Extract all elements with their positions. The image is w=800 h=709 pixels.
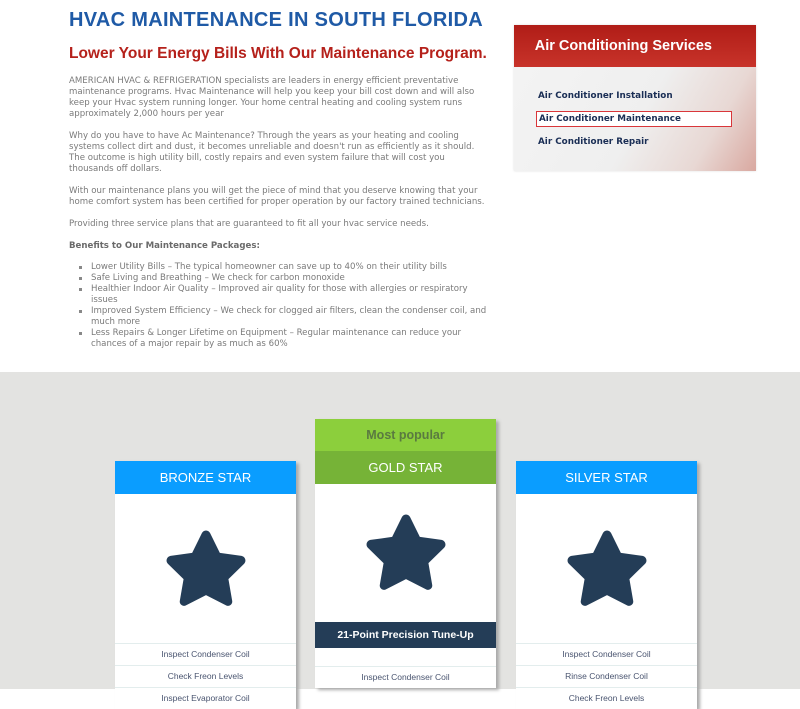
benefits-list <box>91 262 489 350</box>
benefit-item: Less Repairs & Longer Lifetime on Equipment – Regular maintenance can reduce your chances of a major repair by as much as 60% <box>91 328 489 350</box>
page-title: HVAC MAINTENANCE IN SOUTH FLORIDA <box>69 9 483 31</box>
paragraph: With our maintenance plans you will get the piece of mind that you deserve knowing that your home comfort system has been certified for proper operation by our factory trained technicians. <box>69 186 485 207</box>
benefits-heading: Benefits to Our Maintenance Packages: <box>69 241 260 251</box>
benefit-item: Healthier Indoor Air Quality – Improved air quality for those with allergies or respiratory issues <box>91 284 489 306</box>
plan-name: BRONZE STAR <box>115 461 296 494</box>
paragraph: Why do you have to have Ac Maintenance? Through the years as your heating and cooling systems collect dirt and dust, it becomes unreliable and doesn't run as efficiently as it should. The outcome is high utility bill, costly repairs and even system failure that will cost you thousands off dollars. <box>69 131 475 174</box>
plan-name: GOLD STAR <box>315 451 496 484</box>
paragraph: Providing three service plans that are guaranteed to fit all your hvac service needs. <box>69 219 429 229</box>
benefit-item: Improved System Efficiency – We check for clogged air filters, clean the condenser coil, and much more <box>91 306 489 328</box>
feature-row: Inspect Condenser Coil <box>315 666 496 688</box>
star-icon <box>516 494 697 643</box>
plan-tagline: 21-Point Precision Tune-Up <box>315 622 496 648</box>
feature-row: Rinse Condenser Coil <box>516 665 697 687</box>
plan-card-gold <box>315 419 496 688</box>
plan-card-bronze <box>115 461 296 709</box>
star-icon <box>115 494 296 643</box>
most-popular-badge: Most popular <box>315 419 496 451</box>
paragraph: AMERICAN HVAC & REFRIGERATION specialists are leaders in energy efficient preventative maintenance programs. Hvac Maintenance will help you keep your bill cost down and will also keep your Hvac system running longer. Your home central heating and cooling system runs approximately 2,000 hours per year <box>69 76 475 119</box>
plan-card-silver <box>516 461 697 709</box>
benefit-item: Lower Utility Bills – The typical homeowner can save up to 40% on their utility bills <box>91 262 489 273</box>
services-sidebar <box>514 25 756 171</box>
sidebar-link-repair[interactable]: Air Conditioner Repair <box>538 137 649 147</box>
feature-row: Inspect Condenser Coil <box>115 643 296 665</box>
feature-row: Check Freon Levels <box>516 687 697 709</box>
feature-row: Check Freon Levels <box>115 665 296 687</box>
sidebar-link-maintenance[interactable]: Air Conditioner Maintenance <box>536 111 732 127</box>
article-body <box>69 76 489 350</box>
benefit-item: Safe Living and Breathing – We check for carbon monoxide <box>91 273 489 284</box>
plan-name: SILVER STAR <box>516 461 697 494</box>
plans-section <box>0 372 800 703</box>
feature-row: Inspect Evaporator Coil <box>115 687 296 709</box>
sidebar-link-installation[interactable]: Air Conditioner Installation <box>538 91 673 101</box>
page-subtitle: Lower Your Energy Bills With Our Maintenance Program. <box>69 45 487 62</box>
star-icon <box>315 484 496 622</box>
feature-row: Inspect Condenser Coil <box>516 643 697 665</box>
sidebar-title: Air Conditioning Services <box>514 25 756 67</box>
